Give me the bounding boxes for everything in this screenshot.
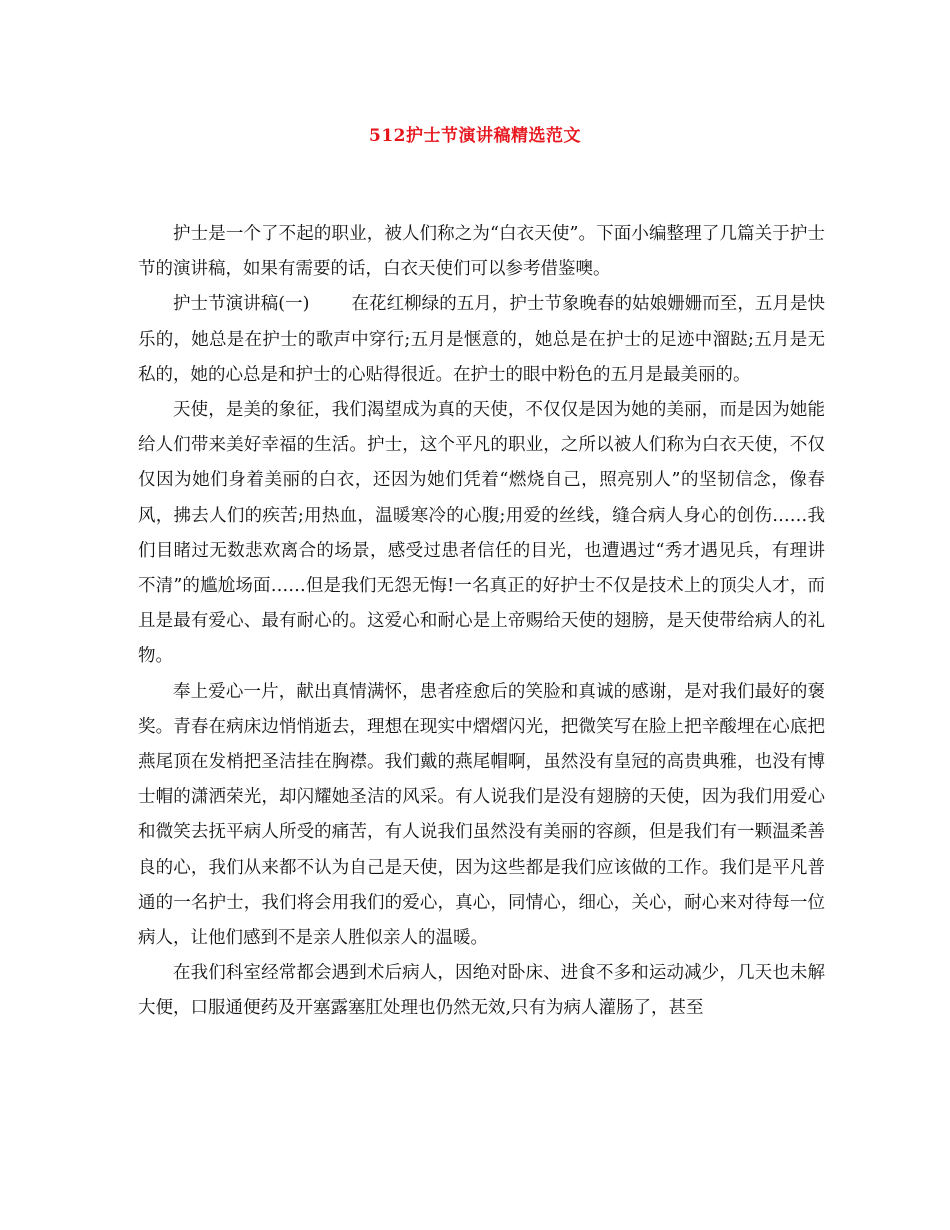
paragraph-love: 奉上爱心一片，献出真情满怀，患者痊愈后的笑脸和真诚的感谢，是对我们最好的褒奖。青春在病床边悄悄逝去，理想在现实中熠熠闪光，把微笑写在脸上把辛酸埋在心底把燕尾顶在发梢把圣洁挂在胸襟。我们戴的燕尾帽啊，虽然没有皇冠的高贵典雅，也没有博士帽的潇洒荣光，却闪耀她圣洁的风采。有人说我们是没有翅膀的天使，因为我们用爱心和微笑去抚平病人所受的痛苦，有人说我们虽然没有美丽的容颜，但是我们有一颗温柔善良的心，我们从来都不认为自己是天使，因为这些都是我们应该做的工作。我们是平凡普通的一名护士，我们将会用我们的爱心，真心，同情心，细心，关心，耐心来对待每一位病人，让他们感到不是亲人胜似亲人的温暖。: [138, 681, 825, 949]
document-body: [138, 217, 825, 1027]
paragraph-intro: 护士是一个了不起的职业，被人们称之为“白衣天使”。下面小编整理了几篇关于护士节的演讲稿，如果有需要的话，白衣天使们可以参考借鉴噢。: [138, 224, 825, 280]
paragraph-angel: 天使，是美的象征，我们渴望成为真的天使，不仅仅是因为她的美丽，而是因为她能给人们带来美好幸福的生活。护士，这个平凡的职业，之所以被人们称为白衣天使，不仅仅因为她们身着美丽的白衣，还因为她们凭着“燃烧自己，照亮别人”的坚韧信念，像春风，拂去人们的疾苦;用热血，温暖寒冷的心腹;用爱的丝线，缝合病人身心的创伤……我们目睹过无数悲欢离合的场景，感受过患者信任的目光，也遭遇过“秀才遇见兵，有理讲不清”的尴尬场面……但是我们无怨无悔!一名真正的好护士不仅是技术上的顶尖人才，而且是最有爱心、最有耐心的。这爱心和耐心是上帝赐给天使的翅膀，是天使带给病人的礼物。: [138, 400, 825, 667]
paragraph-department: 在我们科室经常都会遇到术后病人，因绝对卧床、进食不多和运动减少，几天也未解大便，口服通便药及开塞露塞肛处理也仍然无效,只有为病人灌肠了，甚至: [138, 963, 825, 1019]
section-heading: 护士节演讲稿(一): [173, 294, 310, 315]
paragraph-section-one: [138, 287, 825, 393]
section-one-text: 在花红柳绿的五月，护士节象晚春的姑娘姗姗而至，五月是快乐的，她总是在护士的歌声中穿行;五月是惬意的，她总是在护士的足迹中溜跶;五月是无私的，她的心总是和护士的心贴得很近。在护士的眼中粉色的五月是最美丽的。: [138, 294, 826, 385]
document-title: 512护士节演讲稿精选范文: [369, 126, 581, 146]
